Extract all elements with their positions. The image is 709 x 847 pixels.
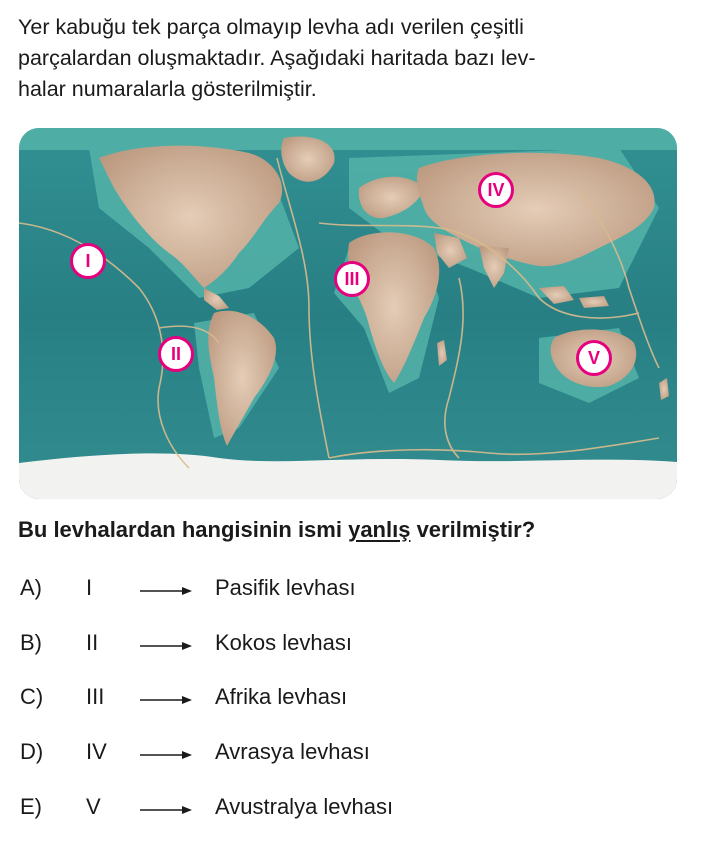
right-arrow-icon — [140, 750, 192, 760]
question-prompt — [18, 517, 535, 543]
option-letter: A) — [20, 575, 42, 600]
option-text: Afrika levhası — [215, 684, 348, 709]
right-arrow-icon — [140, 695, 192, 705]
stem-line-3: halar numaralarla gösterilmiştir. — [18, 77, 317, 101]
plate-label-5: V — [576, 340, 612, 376]
option-text: Avrasya levhası — [215, 739, 370, 764]
stem-line-1: Yer kabuğu tek parça olmayıp levha adı verilen çeşitli — [18, 15, 524, 39]
option-letter: B) — [20, 630, 42, 655]
option-roman: II — [86, 630, 99, 655]
right-arrow-icon — [140, 586, 192, 596]
plate-label-3: III — [334, 261, 370, 297]
option-letter: D) — [20, 739, 44, 764]
option-e[interactable] — [0, 794, 709, 834]
option-roman: IV — [86, 739, 107, 764]
option-text: Pasifik levhası — [215, 575, 356, 600]
option-roman: III — [86, 684, 105, 709]
option-a[interactable] — [0, 575, 709, 615]
option-roman: V — [86, 794, 101, 819]
option-text: Kokos levhası — [215, 630, 352, 655]
option-d[interactable] — [0, 739, 709, 779]
stem-line-2: parçalardan oluşmaktadır. Aşağıdaki haritada bazı lev- — [18, 46, 536, 70]
plate-label-4: IV — [478, 172, 514, 208]
question-stem — [18, 12, 698, 105]
map-image — [19, 128, 677, 499]
question-emphasis: yanlış — [348, 517, 411, 542]
right-arrow-icon — [140, 641, 192, 651]
option-c[interactable] — [0, 684, 709, 724]
option-text: Avustralya levhası — [215, 794, 394, 819]
question-after: verilmiştir? — [410, 517, 536, 542]
plate-label-1: I — [70, 243, 106, 279]
plate-label-2: II — [158, 336, 194, 372]
world-plate-map — [19, 128, 677, 499]
question-before: Bu levhalardan hangisinin ismi — [18, 517, 349, 542]
right-arrow-icon — [140, 805, 192, 815]
option-letter: C) — [20, 684, 44, 709]
option-letter: E) — [20, 794, 42, 819]
option-roman: I — [86, 575, 93, 600]
option-b[interactable] — [0, 630, 709, 670]
